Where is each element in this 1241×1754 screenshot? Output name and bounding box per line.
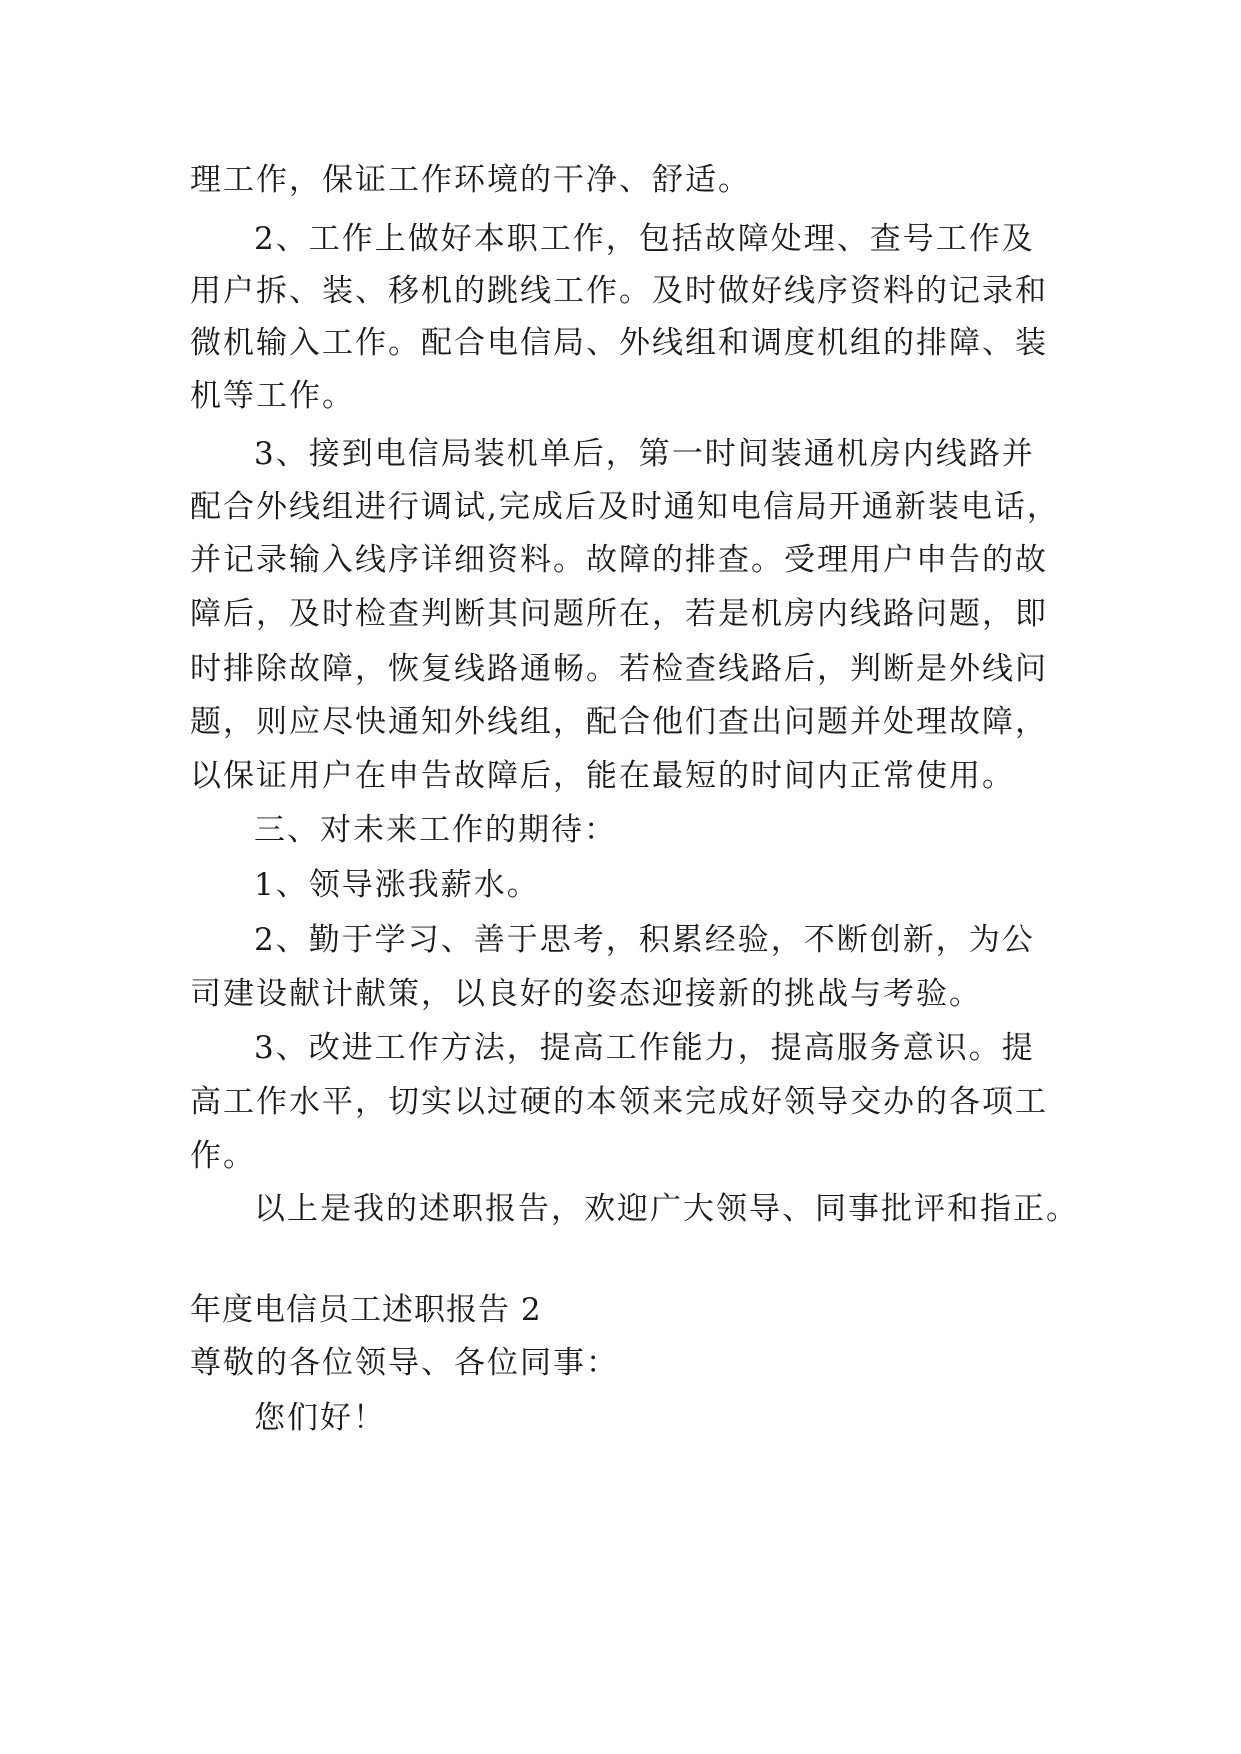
greeting: 您们好！ — [254, 1400, 386, 1436]
paragraph-line: 作。 — [190, 1138, 256, 1174]
paragraph-line: 时排除故障，恢复线路通畅。若检查线路后，判断是外线问 — [190, 651, 1048, 687]
paragraph-line: 3、改进工作方法，提高工作能力，提高服务意识。提 — [254, 1030, 1035, 1066]
paragraph-line: 高工作水平，切实以过硬的本领来完成好领导交办的各项工 — [190, 1084, 1048, 1120]
paragraph-line: 2、工作上做好本职工作，包括故障处理、查号工作及 — [254, 221, 1035, 257]
paragraph-line: 用户拆、装、移机的跳线工作。及时做好线序资料的记录和 — [190, 273, 1048, 309]
paragraph-line: 机等工作。 — [190, 378, 355, 414]
report-title: 年度电信员工述职报告 2 — [190, 1292, 542, 1328]
section-heading: 三、对未来工作的期待： — [254, 812, 617, 848]
paragraph-line: 以保证用户在申告故障后，能在最短的时间内正常使用。 — [190, 758, 1015, 794]
paragraph-line: 并记录输入线序详细资料。故障的排查。受理用户申告的故 — [190, 542, 1048, 578]
paragraph-line: 以上是我的述职报告，欢迎广大领导、同事批评和指正。 — [254, 1191, 1079, 1227]
salutation: 尊敬的各位领导、各位同事： — [190, 1345, 619, 1381]
paragraph-line: 微机输入工作。配合电信局、外线组和调度机组的排障、装 — [190, 325, 1048, 361]
paragraph-line: 1、领导涨我薪水。 — [254, 867, 540, 903]
paragraph-line: 理工作，保证工作环境的干净、舒适。 — [190, 162, 751, 198]
paragraph-line: 配合外线组进行调试,完成后及时通知电信局开通新装电话， — [190, 489, 1060, 525]
paragraph-line: 3、接到电信局装机单后，第一时间装通机房内线路并 — [254, 436, 1035, 472]
paragraph-line: 司建设献计献策，以良好的姿态迎接新的挑战与考验。 — [190, 976, 982, 1012]
paragraph-line: 2、勤于学习、善于思考，积累经验，不断创新，为公 — [254, 922, 1035, 958]
paragraph-line: 障后，及时检查判断其问题所在，若是机房内线路问题，即 — [190, 596, 1048, 632]
paragraph-line: 题，则应尽快通知外线组，配合他们查出问题并处理故障， — [190, 704, 1048, 740]
